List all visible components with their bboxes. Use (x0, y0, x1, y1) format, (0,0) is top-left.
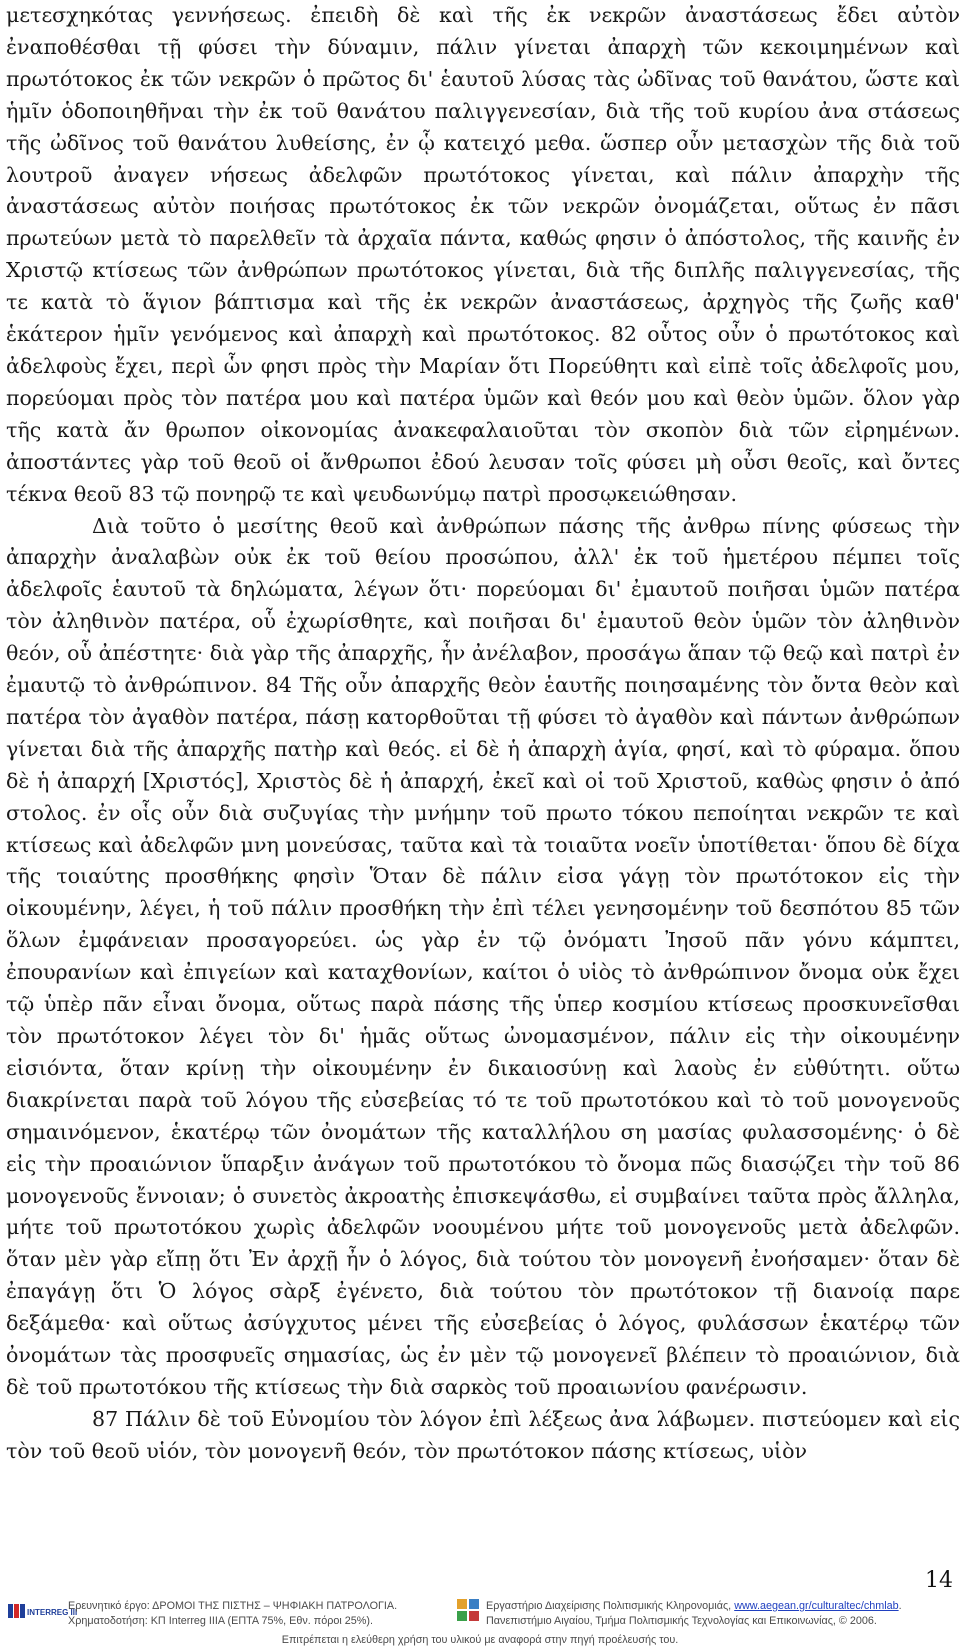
footer-lab-line (486, 1600, 902, 1612)
footer (0, 1596, 960, 1651)
footer-project-line: Ερευνητικό έργο: ΔΡΟΜΟΙ ΤΗΣ ΠΙΣΤΗΣ – ΨΗΦΙΑΚΗ ΠΑΤΡΟΛΟΓΙΑ. (68, 1600, 398, 1612)
document-body (6, 0, 960, 1468)
page-number: 14 (925, 1568, 953, 1593)
paragraph-3: 87 Πάλιν δὲ τοῦ Εὐνομίου τὸν λόγον ἐπὶ λέξεως ἀνα λάβωμεν. πιστεύομεν καὶ εἰς τὸν τοῦ θεοῦ υἱόν, τὸν μονογενῆ θεόν, τὸν πρωτότοκον πάσης κτίσεως, υἱὸν (6, 1406, 960, 1463)
footer-lab-link[interactable]: www.aegean.gr/culturaltec/chmlab (734, 1600, 899, 1612)
paragraph-1: μετεσχηκότας γεννήσεως. ἐπειδὴ δὲ καὶ τῆς ἐκ νεκρῶν ἀναστάσεως ἔδει αὐτὸν ἐναποθέσθαι τῇ φύσει τὴν δύναμιν, πάλιν γίνεται ἀπαρχὴ τῶν κεκοιμημένων καὶ πρωτότοκος ἐκ τῶν νεκρῶν ὁ πρῶτος δι' ἑαυτοῦ λύσας τὰς ὠδῖνας τοῦ θανάτου, ὥστε καὶ ἡμῖν ὁδοποιηθῆναι τὴν ἐκ τοῦ θανάτου παλιγγενεσίαν, διὰ τῆς τοῦ κυρίου ἀνα στάσεως τῆς ὠδῖνος τοῦ θανάτου λυθείσης, ἐν ᾧ κατειχό μεθα. ὥσπερ οὖν μετασχὼν τῆς διὰ τοῦ λουτροῦ ἀναγεν νήσεως ἀδελφῶν πρωτότοκος γίνεται, καὶ πάλιν ἀπαρχὴν τῆς ἀναστάσεως αὐτὸν ποιήσας πρωτότοκος ἐκ τῶν νεκρῶν ὀνομάζεται, οὕτως ἐν πᾶσι πρωτεύων μετὰ τὸ παρελθεῖν τὰ ἀρχαῖα πάντα, καθώς φησιν ὁ ἀπόστολος, τῆς καινῆς ἐν Χριστῷ κτίσεως τῶν ἀνθρώπων πρωτότοκος γίνεται, διὰ τῆς διπλῆς παλιγγενεσίας, τῆς τε κατὰ τὸ ἅγιον βάπτισμα καὶ τῆς ἐκ νεκρῶν ἀναστάσεως, ἀρχηγὸς τῆς ζωῆς καθ' ἑκάτερον ἡμῖν γενόμενος καὶ ἀπαρχὴ καὶ πρωτότοκος. 82 οὗτος οὖν ὁ πρωτότοκος καὶ ἀδελφοὺς ἔχει, περὶ ὧν φησι πρὸς τὴν Μαρίαν ὅτι Πορεύθητι καὶ εἰπὲ τοῖς ἀδελφοῖς μου, πορεύομαι πρὸς τὸν πατέρα μου καὶ πατέρα ὑμῶν καὶ θεόν μου καὶ θεὸν ὑμῶν. ὅλον γὰρ τῆς κατὰ ἄν θρωπον οἰκονομίας ἀνακεφαλαιοῦται τὸν σκοπὸν διὰ τῶν εἰρημένων. ἀποστάντες γὰρ τοῦ θεοῦ οἱ ἄνθρωποι ἐδού λευσαν τοῖς φύσει μὴ οὖσι θεοῖς, καὶ ὄντες τέκνα θεοῦ 83 τῷ πονηρῷ τε καὶ ψευδωνύμῳ πατρὶ προσῳκειώθησαν. (6, 3, 960, 506)
footer-university-line: Πανεπιστήμιο Αιγαίου, Τμήμα Πολιτισμικής Τεχνολογίας και Επικοινωνίας, © 2006. (486, 1615, 877, 1627)
footer-usage-notice: Επιτρέπεται η ελεύθερη χρήση του υλικού με αναφορά στην πηγή προέλευσής του. (281, 1634, 679, 1646)
footer-funding-line: Χρηματοδοτήση: ΚΠ Interreg IIIA (ΕΠΤΑ 75%, Εθν. πόροι 25%). (68, 1615, 373, 1627)
interreg-logo-icon (8, 1600, 78, 1622)
interreg-logo-text: INTERREG III (27, 1608, 78, 1617)
aegean-lab-logo-icon (456, 1598, 480, 1622)
footer-lab-text: Εργαστήριο Διαχείρισης Πολιτισμικής Κληρονομιάς, (486, 1600, 735, 1612)
paragraph-2: Διὰ τοῦτο ὁ μεσίτης θεοῦ καὶ ἀνθρώπων πάσης τῆς ἀνθρω πίνης φύσεως τὴν ἀπαρχὴν ἀναλαβὼν οὐκ ἐκ τοῦ θείου προσώπου, ἀλλ' ἐκ τοῦ ἡμετέρου πέμπει τοῖς ἀδελφοῖς ἑαυτοῦ τὰ δηλώματα, λέγων ὅτι· πορεύομαι δι' ἐμαυτοῦ ποιῆσαι ὑμῶν πατέρα τὸν ἀληθινὸν πατέρα, οὗ ἐχωρίσθητε, καὶ ποιῆσαι δι' ἐμαυτοῦ θεὸν ὑμῶν τὸν ἀληθινὸν θεόν, οὗ ἀπέστητε· διὰ γὰρ τῆς ἀπαρχῆς, ἧν ἀνέλαβον, προσάγω ἅπαν τῷ θεῷ καὶ πατρὶ ἐν ἐμαυτῷ τὸ ἀνθρώπινον. 84 Τῆς οὖν ἀπαρχῆς θεὸν ἑαυτῆς ποιησαμένης τὸν ὄντα θεὸν καὶ πατέρα τὸν ἀγαθὸν πατέρα, πάσῃ κατορθοῦται τῇ φύσει τὸ ἀγαθὸν καὶ πάντων ἀνθρώπων γίνεται διὰ τῆς ἀπαρχῆς πατὴρ καὶ θεός. εἰ δὲ ἡ ἀπαρχὴ ἁγία, φησί, καὶ τὸ φύραμα. ὅπου δὲ ἡ ἀπαρχή [Χριστός], Χριστὸς δὲ ἡ ἀπαρχή, ἐκεῖ καὶ οἱ τοῦ Χριστοῦ, καθὼς φησιν ὁ ἀπό στολος. ἐν οἷς οὖν διὰ συζυγίας τὴν μνήμην τοῦ πρωτο τόκου πεποίηται νεκρῶν τε καὶ κτίσεως καὶ ἀδελφῶν μνη μονεύσας, ταῦτα καὶ τὰ τοιαῦτα νοεῖν ὑποτίθεται· ὅπου δὲ δίχα τῆς τοιαύτης προσθήκης φησὶν Ὅταν δὲ πάλιν εἰσα γάγῃ τὸν πρωτότοκον εἰς τὴν οἰκουμένην, λέγει, ἡ τοῦ πάλιν προσθήκη τὴν ἐπὶ τέλει γενησομένην τοῦ δεσπότου 85 τῶν ὅλων ἐμφάνειαν προσαγορεύει. ὡς γὰρ ἐν τῷ ὀνόματι Ἰησοῦ πᾶν γόνυ κάμπτει, ἐπουρανίων καὶ ἐπιγείων καὶ καταχθονίων, καίτοι ὁ υἱὸς τὸ ἀνθρώπινον ὄνομα οὐκ ἔχει τῷ ὑπὲρ πᾶν εἶναι ὄνομα, οὕτως παρὰ πάσης τῆς ὑπερ κοσμίου κτίσεως προσκυνεῖσθαι τὸν πρωτότοκον λέγει τὸν δι' ἡμᾶς οὕτως ὠνομασμένον, πάλιν εἰς τὴν οἰκουμένην εἰσιόντα, ὅταν κρίνῃ τὴν οἰκουμένην ἐν δικαιοσύνῃ καὶ λαοὺς ἐν εὐθύτητι. οὕτω διακρίνεται παρὰ τοῦ λόγου τῆς εὐσεβείας τό τε τοῦ πρωτοτόκου καὶ τὸ τοῦ μονογενοῦς σημαινόμενον, ἑκατέρῳ τῶν ὀνομάτων τῆς καταλλήλου ση μασίας φυλασσομένης· ὁ δὲ εἰς τὴν προαιώνιον ὕπαρξιν ἀνάγων τοῦ πρωτοτόκου τὸ ὄνομα πῶς διασῴζει τὴν τοῦ 86 μονογενοῦς ἔννοιαν; ὁ συνετὸς ἀκροατὴς ἐπισκεψάσθω, εἰ συμβαίνει ταῦτα πρὸς ἄλληλα, μήτε τοῦ πρωτοτόκου χωρὶς ἀδελφῶν νοουμένου μήτε τοῦ μονογενοῦς μετὰ ἀδελφῶν. ὅταν μὲν γὰρ εἴπῃ ὅτι Ἐν ἀρχῇ ἦν ὁ λόγος, διὰ τούτου τὸν μονογενῆ ἐνοήσαμεν· ὅταν δὲ ἐπαγάγῃ ὅτι Ὁ λόγος σὰρξ ἐγένετο, διὰ τούτου τὸν πρωτότοκον τῇ διανοίᾳ παρε δεξάμεθα· καὶ οὕτως ἀσύγχυτος μένει τῆς εὐσεβείας ὁ λόγος, φυλάσσων ἑκατέρῳ τῶν ὀνομάτων τὰς προσφυεῖς σημασίας, ὡς ἐν μὲν τῷ μονογενεῖ βλέπειν τὸ προαιώνιον, διὰ δὲ τοῦ πρωτοτόκου τῆς κτίσεως τὴν διὰ σαρκὸς τοῦ προαιωνίου φανέρωσιν. (6, 513, 960, 1399)
footer-lab-end: . (898, 1600, 902, 1612)
